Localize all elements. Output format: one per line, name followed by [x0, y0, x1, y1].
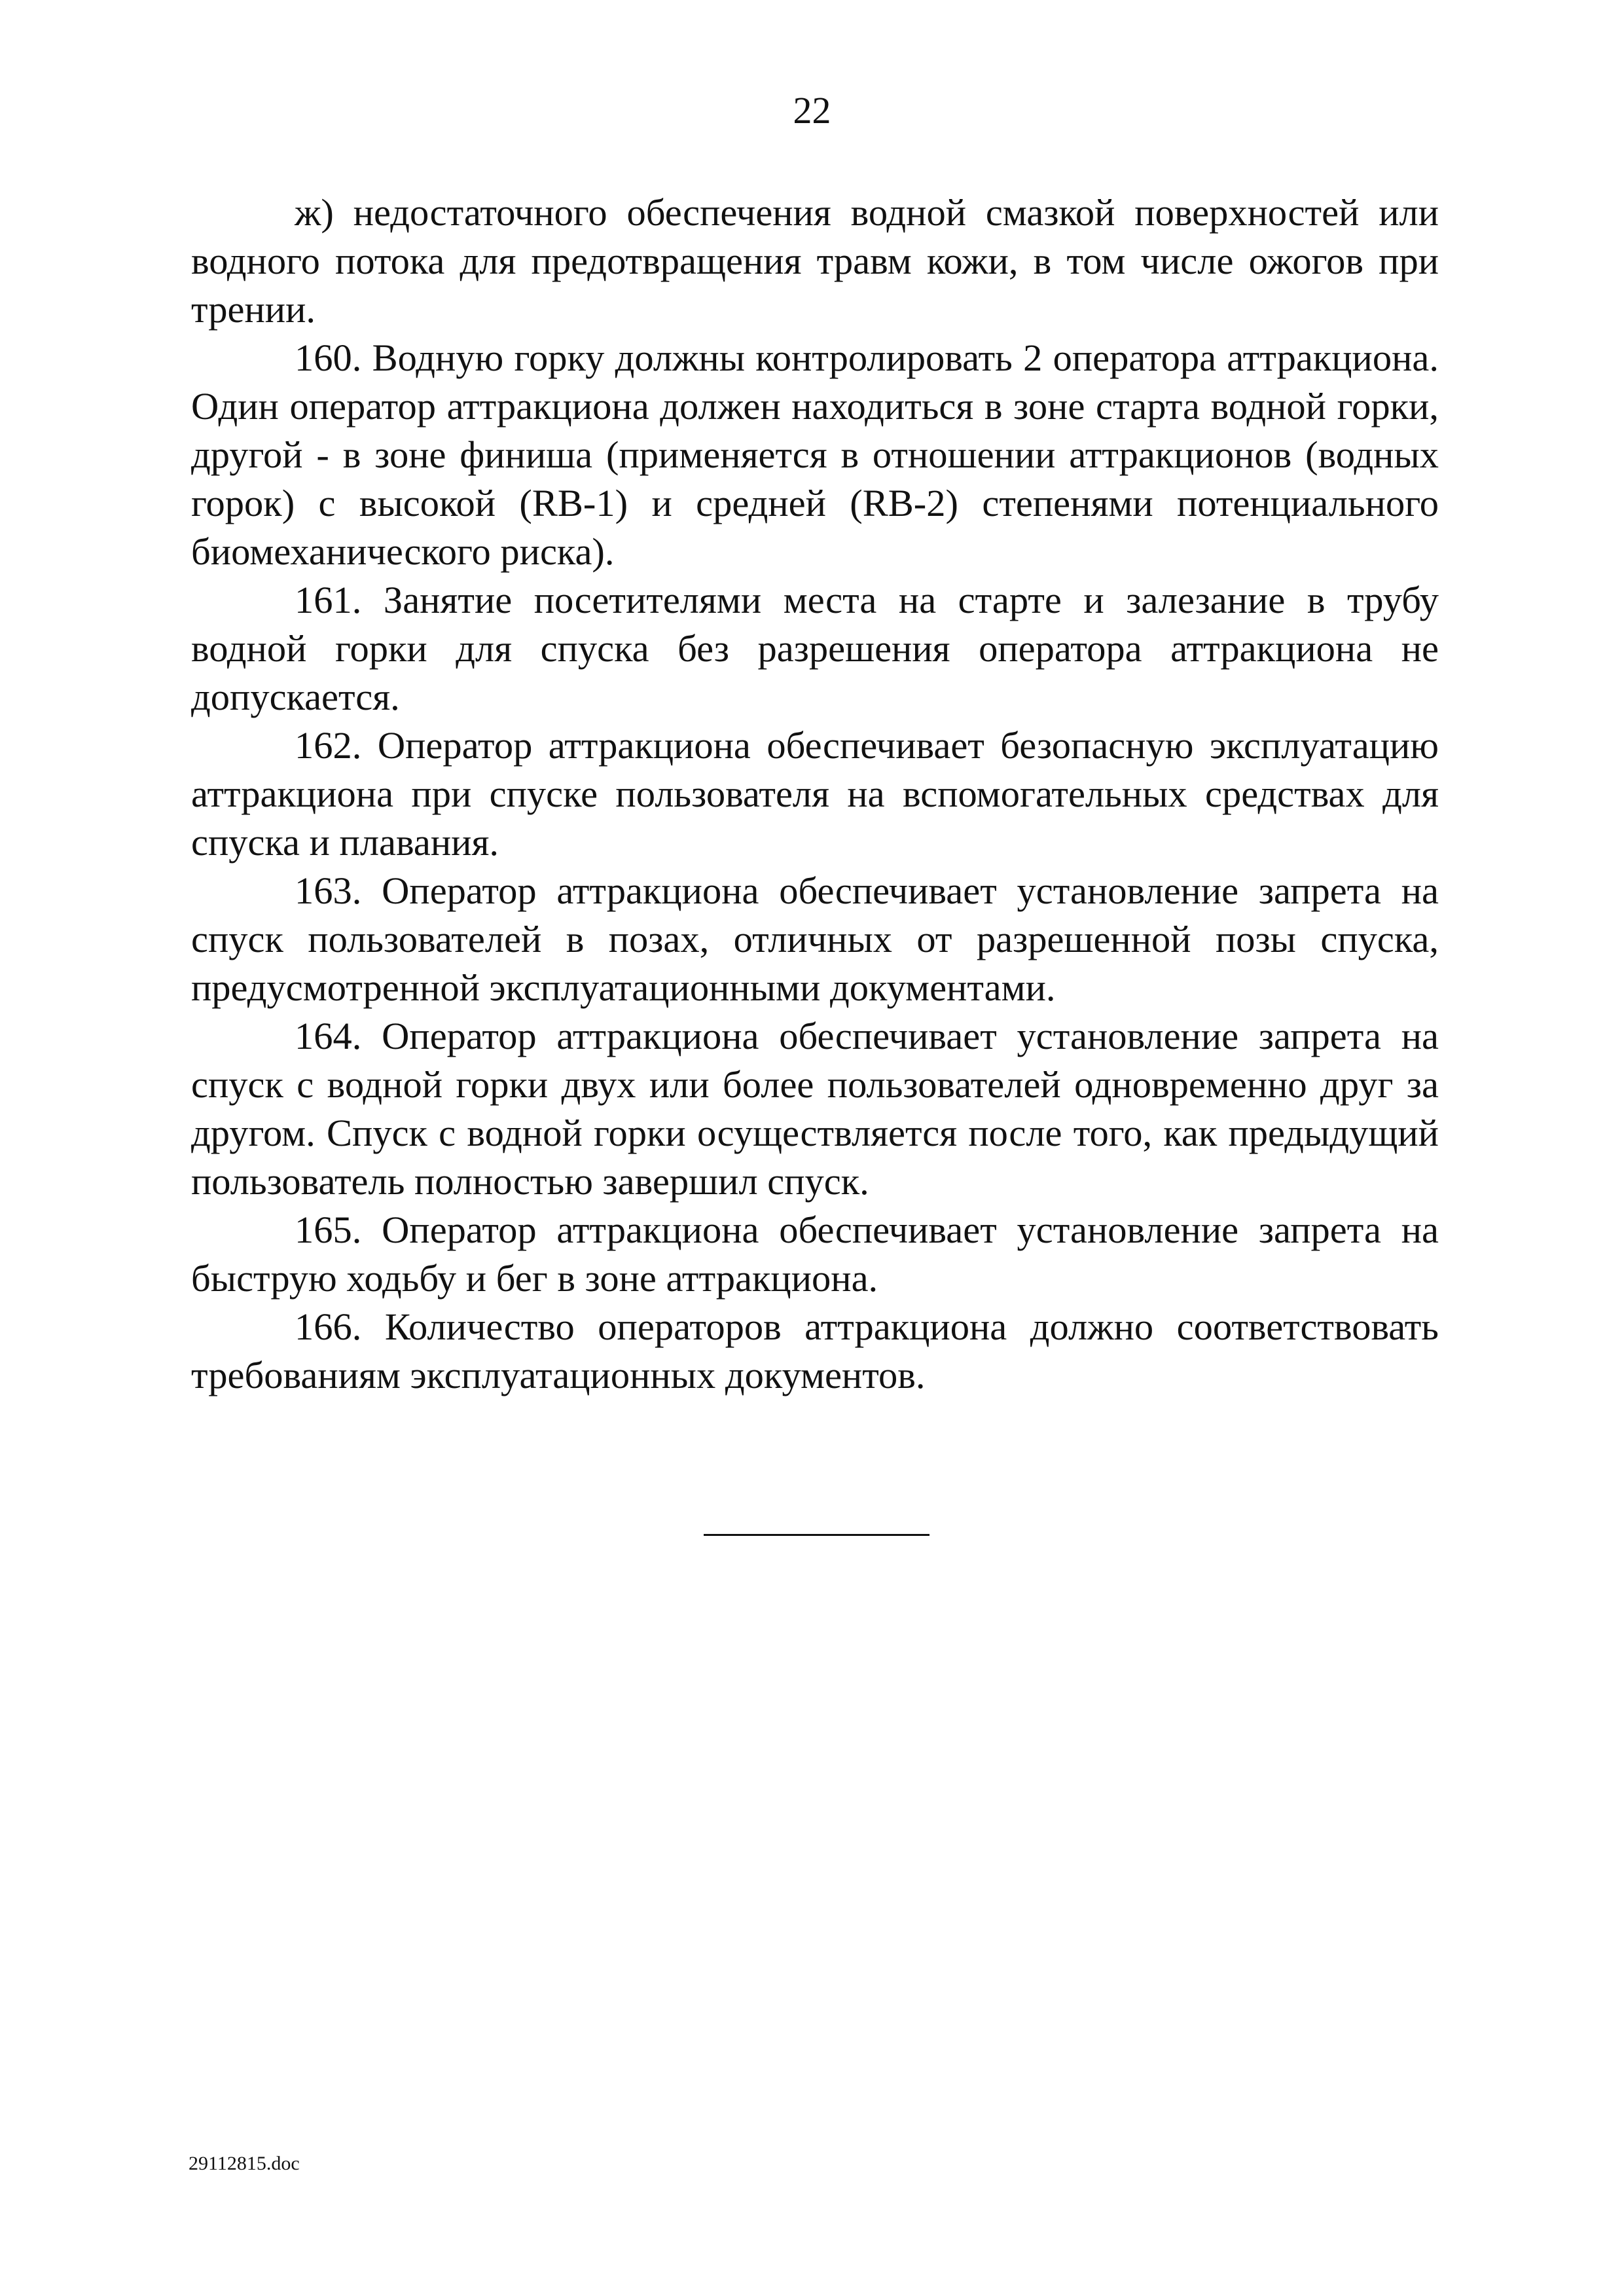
page-number: 22: [793, 89, 831, 132]
paragraph-163: 163. Оператор аттракциона обеспечивает установление запрета на спуск пользователей в позах, отличных от разрешенной позы спуска, предусмотренной эксплуатационными документами.: [191, 869, 1439, 1009]
paragraph-165: 165. Оператор аттракциона обеспечивает установление запрета на быструю ходьбу и бег в зоне аттракциона.: [191, 1209, 1439, 1300]
paragraph-164: 164. Оператор аттракциона обеспечивает установление запрета на спуск с водной горки двух или более пользователей одновременно друг за другом. Спуск с водной горки осуществляется после того, как предыдущий пользователь полностью завершил спуск.: [191, 1015, 1439, 1203]
paragraph-item-zh: ж) недостаточного обеспечения водной смазкой поверхностей или водного потока для предотвращения травм кожи, в том числе ожогов при трении.: [191, 191, 1439, 331]
paragraph-162: 162. Оператор аттракциона обеспечивает безопасную эксплуатацию аттракциона при спуске пользователя на вспомогательных средствах для спуска и плавания.: [191, 724, 1439, 864]
paragraph-166: 166. Количество операторов аттракциона должно соответствовать требованиям эксплуатационных документов.: [191, 1305, 1439, 1396]
end-separator-line: [704, 1534, 929, 1536]
document-body: [191, 189, 1439, 1400]
paragraph-160: 160. Водную горку должны контролировать 2 оператора аттракциона. Один оператор аттракциона должен находиться в зоне старта водной горки, другой - в зоне финиша (применяется в отношении аттракционов (водных горок) с высокой (RB-1) и средней (RB-2) степенями потенциального биомеханического риска).: [191, 337, 1439, 573]
paragraph-161: 161. Занятие посетителями места на старте и залезание в трубу водной горки для спуска без разрешения оператора аттракциона не допускается.: [191, 579, 1439, 718]
footer-file-name: 29112815.doc: [189, 2153, 300, 2174]
